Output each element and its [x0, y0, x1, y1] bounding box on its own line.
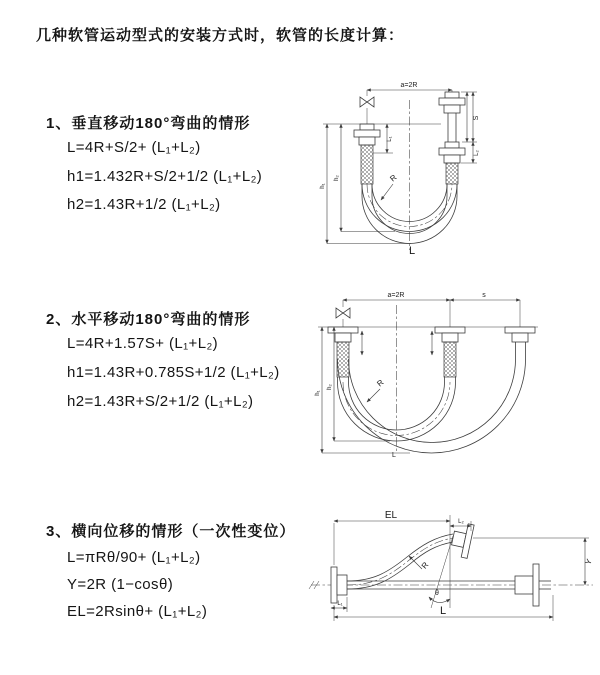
- d2-dim-s: s: [482, 292, 486, 299]
- section-1-heading: 1、垂直移动180°弯曲的情形: [46, 115, 251, 132]
- d3-length-label: L: [439, 605, 447, 617]
- section-2-formula-1: L=4R+1.57S+ (L₁+L₂): [67, 335, 219, 352]
- d2-dim-h2: h₂: [327, 384, 333, 390]
- d1-length-label: L: [408, 245, 416, 257]
- d2-length-label: L: [392, 452, 396, 459]
- d3-dim-el: EL: [384, 510, 398, 521]
- section-3-formula-3: EL=2Rsinθ+ (L₁+L₂): [67, 603, 208, 620]
- d1-dim-a2r: a=2R: [400, 82, 418, 89]
- section-1-formula-1: L=4R+S/2+ (L₁+L₂): [67, 139, 201, 156]
- section-1-formula-2: h1=1.432R+S/2+1/2 (L₁+L₂): [67, 168, 263, 185]
- d3-angle-theta: θ: [435, 590, 439, 597]
- d1-dim-h1: h₁: [320, 183, 326, 189]
- section-2-formula-2: h1=1.43R+0.785S+1/2 (L₁+L₂): [67, 364, 280, 381]
- d1-dim-l2: L₂: [474, 150, 480, 156]
- d1-dim-s: S: [473, 115, 480, 121]
- d3-drawing: [309, 510, 594, 621]
- section-3-formula-1: L=πRθ/90+ (L₁+L₂): [67, 549, 201, 566]
- d3-dim-l2: L₂: [458, 519, 464, 525]
- d2-drawing: [315, 292, 538, 459]
- section-1-formula-3: h2=1.43R+1/2 (L₁+L₂): [67, 196, 221, 213]
- diagram-vertical-180-bend: [315, 76, 550, 258]
- section-3-formula-2: Y=2R (1−cosθ): [67, 576, 174, 593]
- section-2-formula-3: h2=1.43R+S/2+1/2 (L₁+L₂): [67, 393, 254, 410]
- d3-dim-y: Y: [583, 557, 594, 567]
- page-title: 几种软管运动型式的安装方式时，软管的长度计算：: [36, 27, 405, 44]
- section-2-heading: 2、水平移动180°弯曲的情形: [46, 311, 251, 328]
- d3-radius-label: R: [419, 560, 431, 571]
- d1-dim-h2: h₂: [334, 175, 340, 181]
- d2-dim-a2r: a=2R: [387, 292, 405, 299]
- d1-drawing: [320, 82, 480, 257]
- valve-icon: [336, 308, 343, 318]
- d2-dim-h1: h₁: [315, 390, 321, 396]
- diagram-horizontal-180-bend: [310, 287, 562, 459]
- diagram-lateral-displacement: [303, 505, 598, 640]
- d1-radius-label: R: [388, 172, 399, 184]
- section-3-heading: 3、横向位移的情形（一次性变位）: [46, 523, 296, 540]
- valve-icon: [360, 97, 367, 107]
- d3-dim-l1: L₁: [337, 601, 343, 607]
- d2-radius-label: R: [375, 377, 386, 389]
- d1-dim-l1: L₁: [387, 136, 393, 142]
